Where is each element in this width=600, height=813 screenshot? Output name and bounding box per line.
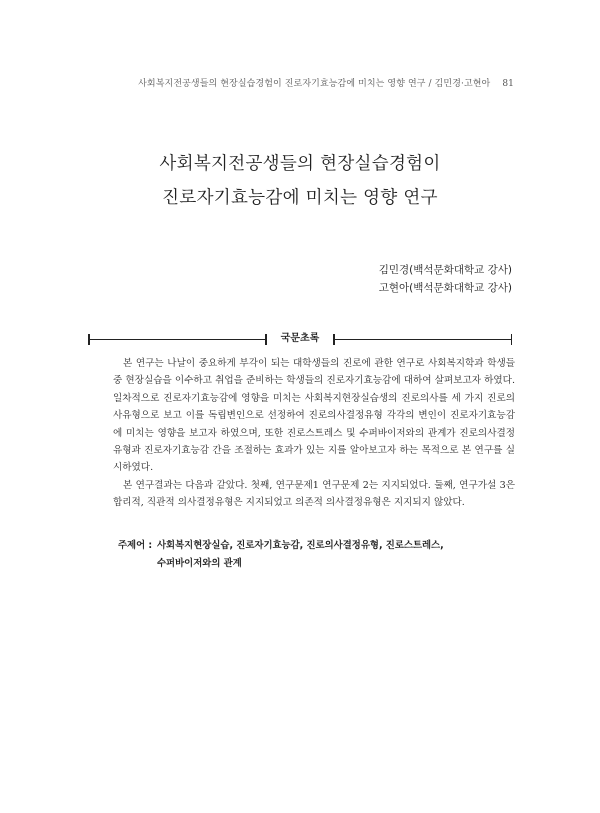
author-1: 김민경(백석문화대학교 강사) [378,264,512,276]
keywords-line-1: 사회복지현장실습, 진로자기효능감, 진로의사결정유형, 진로스트레스, [157,540,444,551]
keywords-line-2: 수퍼바이저와의 관계 [157,558,242,569]
running-title: 사회복지전공생들의 현장실습경험이 진로자기효능감에 미치는 영향 연구 / 김민경·고현아 [138,79,491,89]
heading-rule-left [88,339,265,340]
abstract-paragraph-2: 본 연구결과는 다음과 같았다. 첫째, 연구문제1 연구문제 2는 지지되었다. 둘째, 연구가설 3은 합리적, 직관적 의사결정유형은 지지되었고 의존적 의사결정유형은 지지되지 않았다. [113,479,515,509]
heading-rule-tick [511,334,513,345]
heading-rule-right [334,339,512,340]
page-number: 81 [502,79,514,89]
running-header [138,76,514,89]
title-line-2: 진로자기효능감에 미치는 영향 연구 [162,188,438,208]
author-2: 고현아(백석문화대학교 강사) [378,282,512,294]
abstract-body [113,355,515,512]
abstract-paragraph-1: 본 연구는 나날이 중요하게 부각이 되는 대학생들의 진로에 관한 연구로 사회복지학과 학생들 중 현장실습을 이수하고 취업을 준비하는 학생들의 진로자기효능감에 대하여 살펴보고자 하였다. 일차적으로 진로자기효능감에 영향을 미치는 사회복지현장실습생의 진로의사를 세 가지 진로의사유형으로 보고 이를 독립변인으로 선정하여 진로의사결정유형 각각의 변인이 진로자기효능감에 미치는 영향을 보고자 하였으며, 또한 진로스트레스 및 수퍼바이저와의 관계가 진로의사결정유형과 진로자기효능감 간을 조절하는 효과가 있는 지를 알아보고자 하는 목적으로 본 연구를 실시하였다. [113,358,515,474]
abstract-heading: 국문초록 [280,333,320,344]
title-line-1: 사회복지전공생들의 현장실습경험이 [159,154,441,174]
keywords-label: 주제어 : [118,540,153,551]
heading-rule-tick [88,334,90,345]
abstract-heading-bar [88,332,512,346]
